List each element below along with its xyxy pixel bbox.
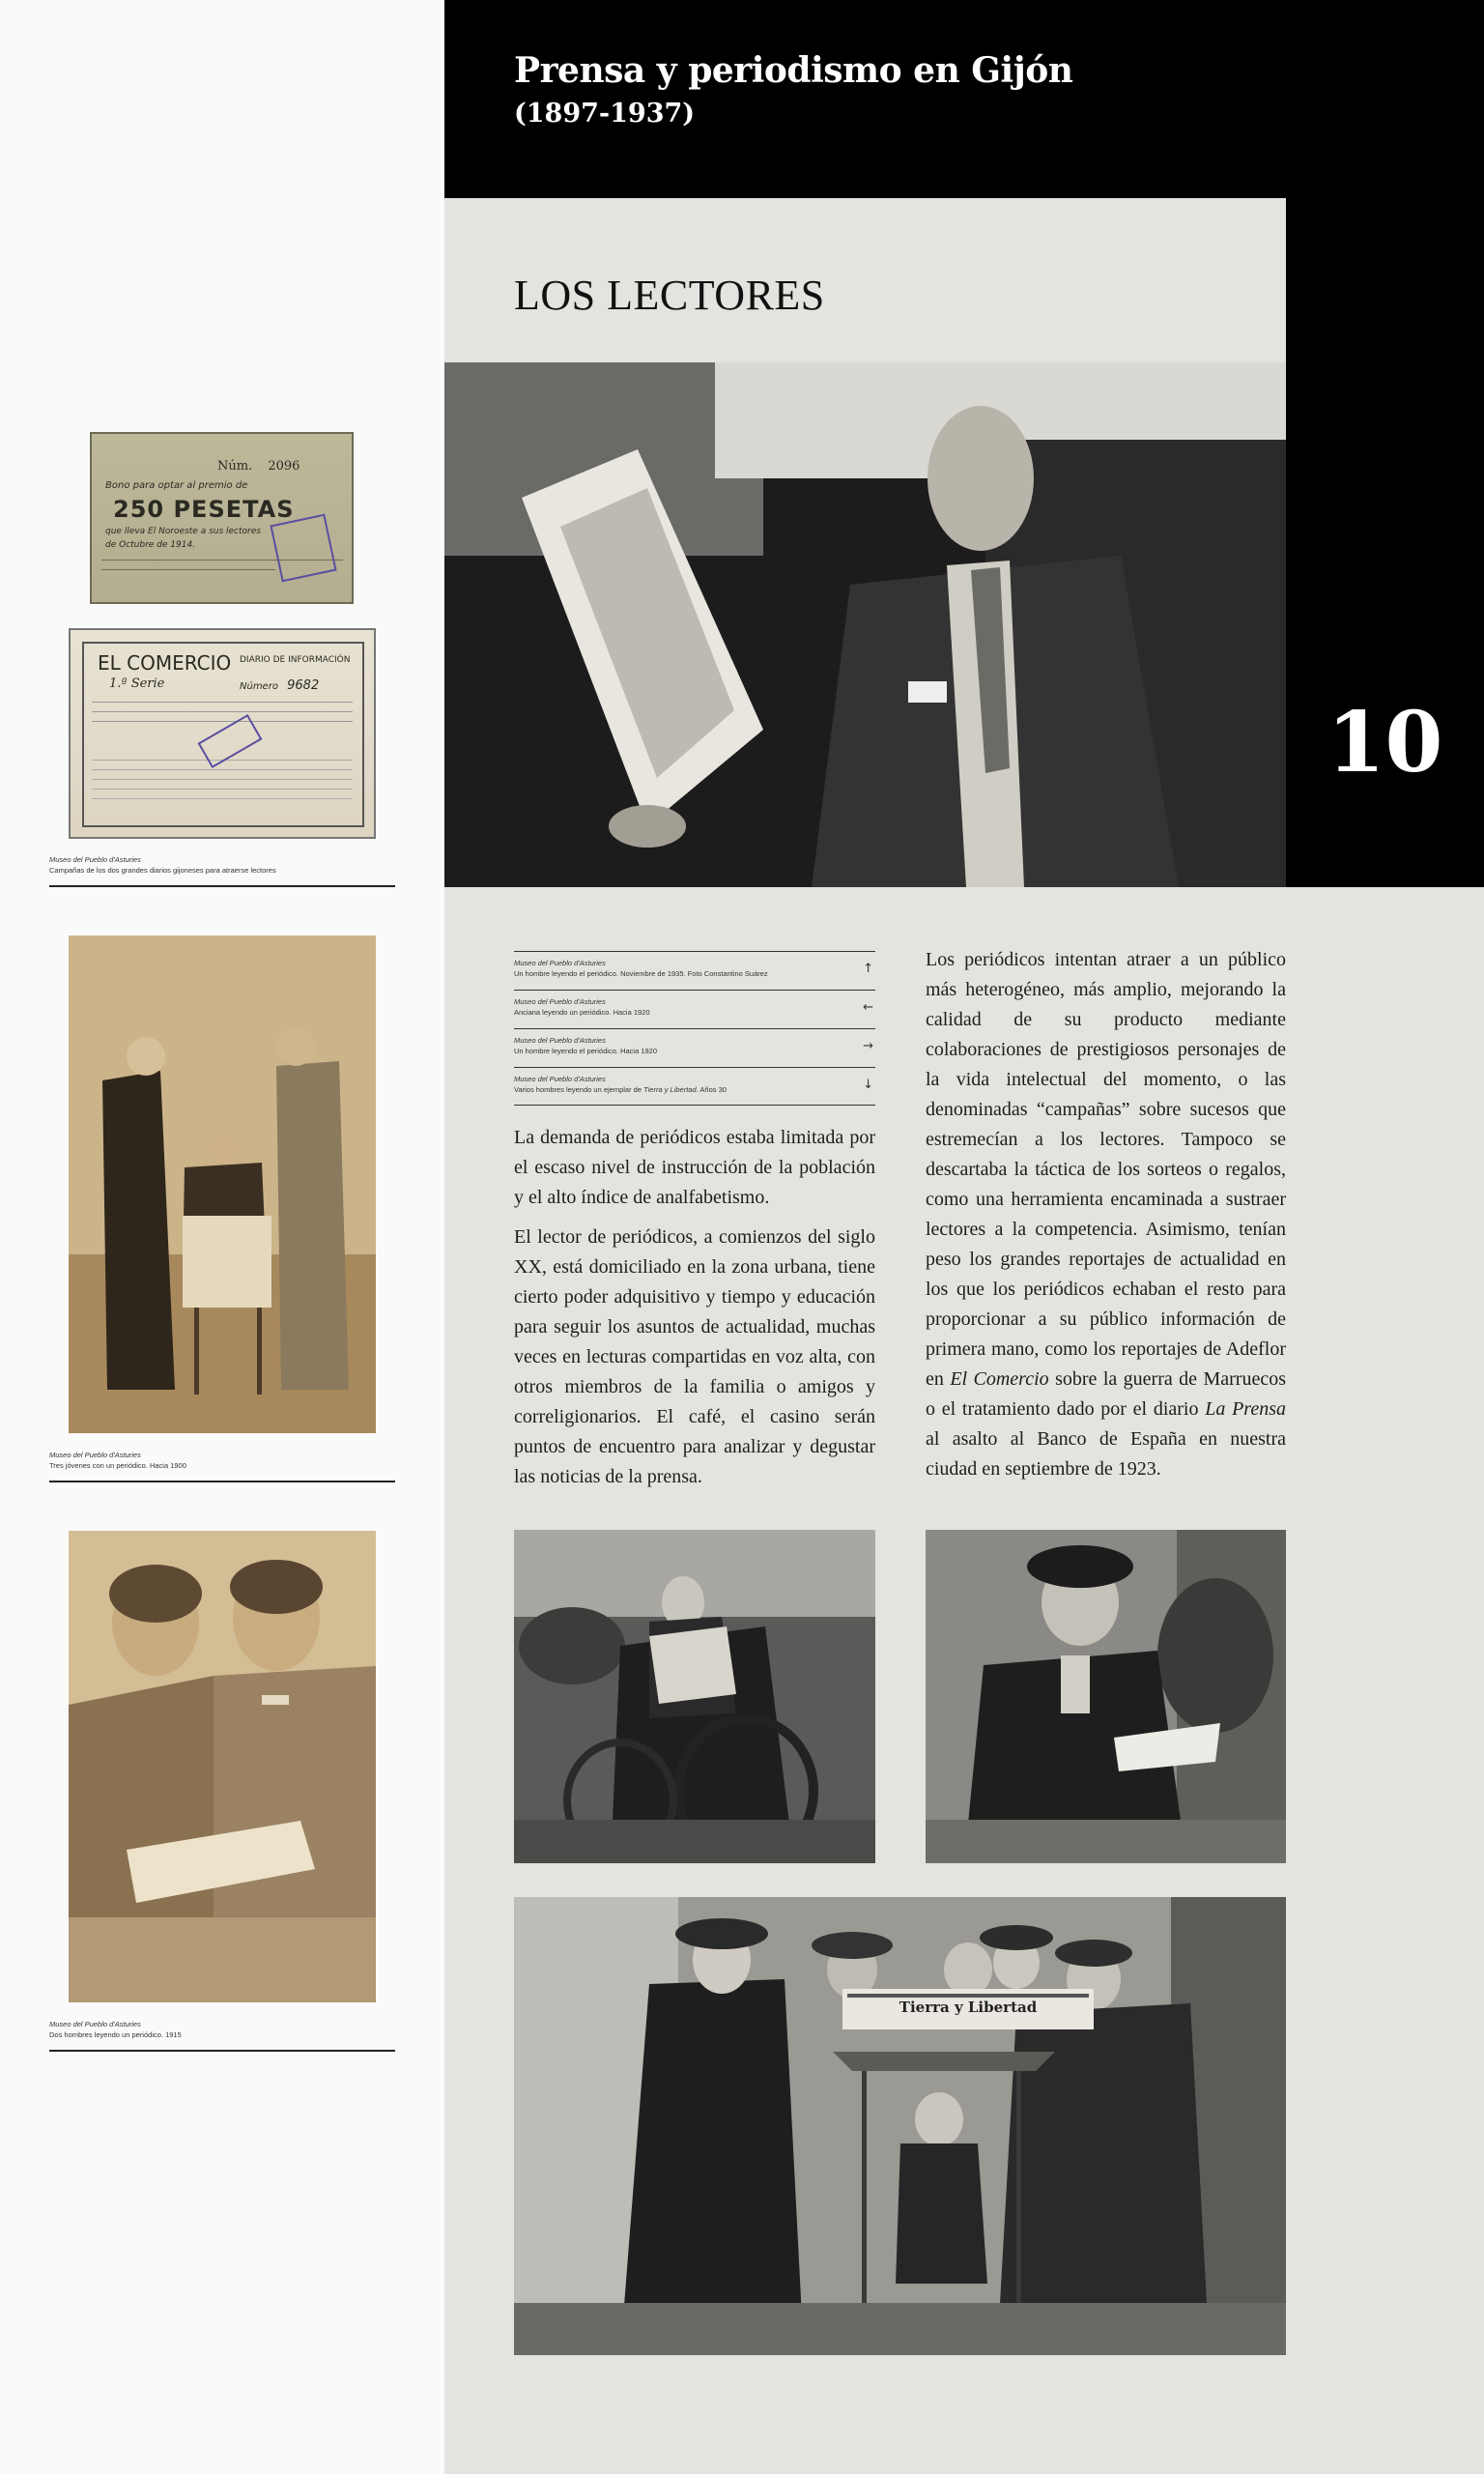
caption-source: Museo del Pueblo d'Asturies	[49, 1451, 141, 1459]
caption-text: Varios hombres leyendo un ejemplar de	[514, 1085, 644, 1094]
caption-rule	[49, 885, 395, 887]
ticket-line1: Bono para optar al premio de	[105, 480, 248, 491]
photo-three-youths	[69, 935, 376, 1433]
ticket-num-value: 2096	[268, 459, 300, 474]
caption-source: Museo del Pueblo d'Asturies	[514, 959, 606, 967]
photo-caption-item	[514, 951, 875, 990]
ticket-el-comercio	[69, 628, 376, 839]
ticket-line3: de Octubre de 1914.	[105, 540, 196, 550]
caption-text-em: Tierra y Libertad	[643, 1085, 697, 1094]
ticket2-name: EL COMERCIO	[98, 651, 232, 675]
photo-group-reading-newspaper	[514, 1897, 1286, 2355]
caption-three-youths	[49, 1450, 397, 1471]
body-text-span: al asalto al Banco de España en nuestra ciudad en septiembre de 1923.	[926, 1428, 1286, 1480]
photo-caption-item	[514, 1067, 875, 1106]
photo-man-reading-seated	[926, 1530, 1286, 1863]
caption-text: Un hombre leyendo el periódico. Hacia 1920	[514, 1047, 658, 1055]
caption-text: Tres jóvenes con un periódico. Hacia 1900	[49, 1461, 186, 1470]
ticket2-serie: 1.ª Serie	[109, 676, 165, 691]
page-title: Prensa y periodismo en Gijón	[514, 50, 1073, 91]
body-column-left	[514, 1123, 875, 1502]
body-paragraph: La demanda de periódicos estaba limitada por el escaso nivel de instrucción de la población y el alto índice de analfabetismo.	[514, 1127, 875, 1208]
body-column-right	[926, 945, 1286, 1494]
body-paragraph: El lector de periódicos, a comienzos del siglo XX, está domiciliado en la zona urbana, tiene cierto poder adquisitivo y tiempo y educación para seguir los asuntos de actualidad, muchas veces en lecturas compartidas en voz alta, con otros miembros de la familia o amigos y correligionarios. El café, el casino serán puntos de encuentro para analizar y degustar las noticias de la prensa.	[514, 1226, 875, 1487]
ticket2-number-label: Número	[240, 681, 278, 692]
body-paragraph	[926, 945, 1286, 1484]
page-number: 10	[1327, 694, 1443, 791]
arrow-up-icon: ↑	[863, 962, 873, 976]
body-text-span: Los periódicos intentan atraer a un público más heterogéneo, más amplio, mejorando la calidad de su producto mediante colaboraciones de prestigiosos personajes de la vida intelectual del momento, o las denominadas “campañas” sobre sucesos que estremecían a los lectores. Tampoco se descartaba la táctica de los sorteos o regalos, como una herramienta encaminada a sustraer lectores a la competencia. Asimismo, tenían peso los grandes reportajes de actualidad en los que los periódicos echaban el resto para proporcionar a su público información de primera mano, como los reportajes de Adeflor en	[926, 949, 1286, 1390]
caption-source: Museo del Pueblo d'Asturies	[49, 855, 141, 864]
ticket-amount: 250 PESETAS	[113, 496, 295, 523]
caption-source: Museo del Pueblo d'Asturies	[514, 997, 606, 1006]
caption-rule	[49, 1481, 395, 1482]
ticket-el-noroeste	[90, 432, 354, 604]
caption-text: Dos hombres leyendo un periódico. 1915	[49, 2030, 182, 2039]
section-title: LOS LECTORES	[514, 272, 825, 319]
caption-text: Campañas de los dos grandes diarios gijoneses para atraerse lectores	[49, 866, 276, 875]
caption-text: . Años 30	[696, 1085, 727, 1094]
main-photo-man-reading	[444, 362, 1286, 887]
newspaper-masthead: Tierra y Libertad	[899, 1999, 1038, 2016]
body-text-em: La Prensa	[1205, 1398, 1286, 1420]
caption-source: Museo del Pueblo d'Asturies	[514, 1075, 606, 1083]
body-text-em: El Comercio	[950, 1368, 1049, 1390]
caption-text: Un hombre leyendo el periódico. Noviembre de 1935. Foto Constantino Suárez	[514, 969, 768, 978]
ticket-line2: que lleva El Noroeste a sus lectores	[105, 527, 261, 536]
photo-caption-item	[514, 990, 875, 1028]
body-text-span: sobre la guerra de Marruecos o el tratamiento dado por el diario	[926, 1368, 1286, 1420]
ticket-num-label: Núm.	[217, 459, 253, 474]
photo-caption-list	[514, 951, 875, 1106]
caption-tickets	[49, 854, 397, 876]
arrow-down-icon: ↓	[863, 1078, 873, 1092]
caption-rule	[49, 2050, 395, 2052]
caption-source: Museo del Pueblo d'Asturies	[49, 2020, 141, 2028]
caption-text: Anciana leyendo un periódico. Hacia 1920	[514, 1008, 650, 1017]
photo-two-men-reading	[69, 1531, 376, 2002]
ticket2-tagline: DIARIO DE INFORMACIÓN	[240, 655, 351, 665]
arrow-left-icon: ←	[863, 1000, 873, 1015]
page-subtitle: (1897-1937)	[514, 99, 696, 129]
caption-two-men	[49, 2019, 397, 2040]
photo-old-woman-reading	[514, 1530, 875, 1863]
ticket2-number-value: 9682	[287, 678, 320, 693]
caption-source: Museo del Pueblo d'Asturies	[514, 1036, 606, 1045]
photo-caption-item	[514, 1028, 875, 1067]
arrow-right-icon: →	[863, 1039, 873, 1053]
